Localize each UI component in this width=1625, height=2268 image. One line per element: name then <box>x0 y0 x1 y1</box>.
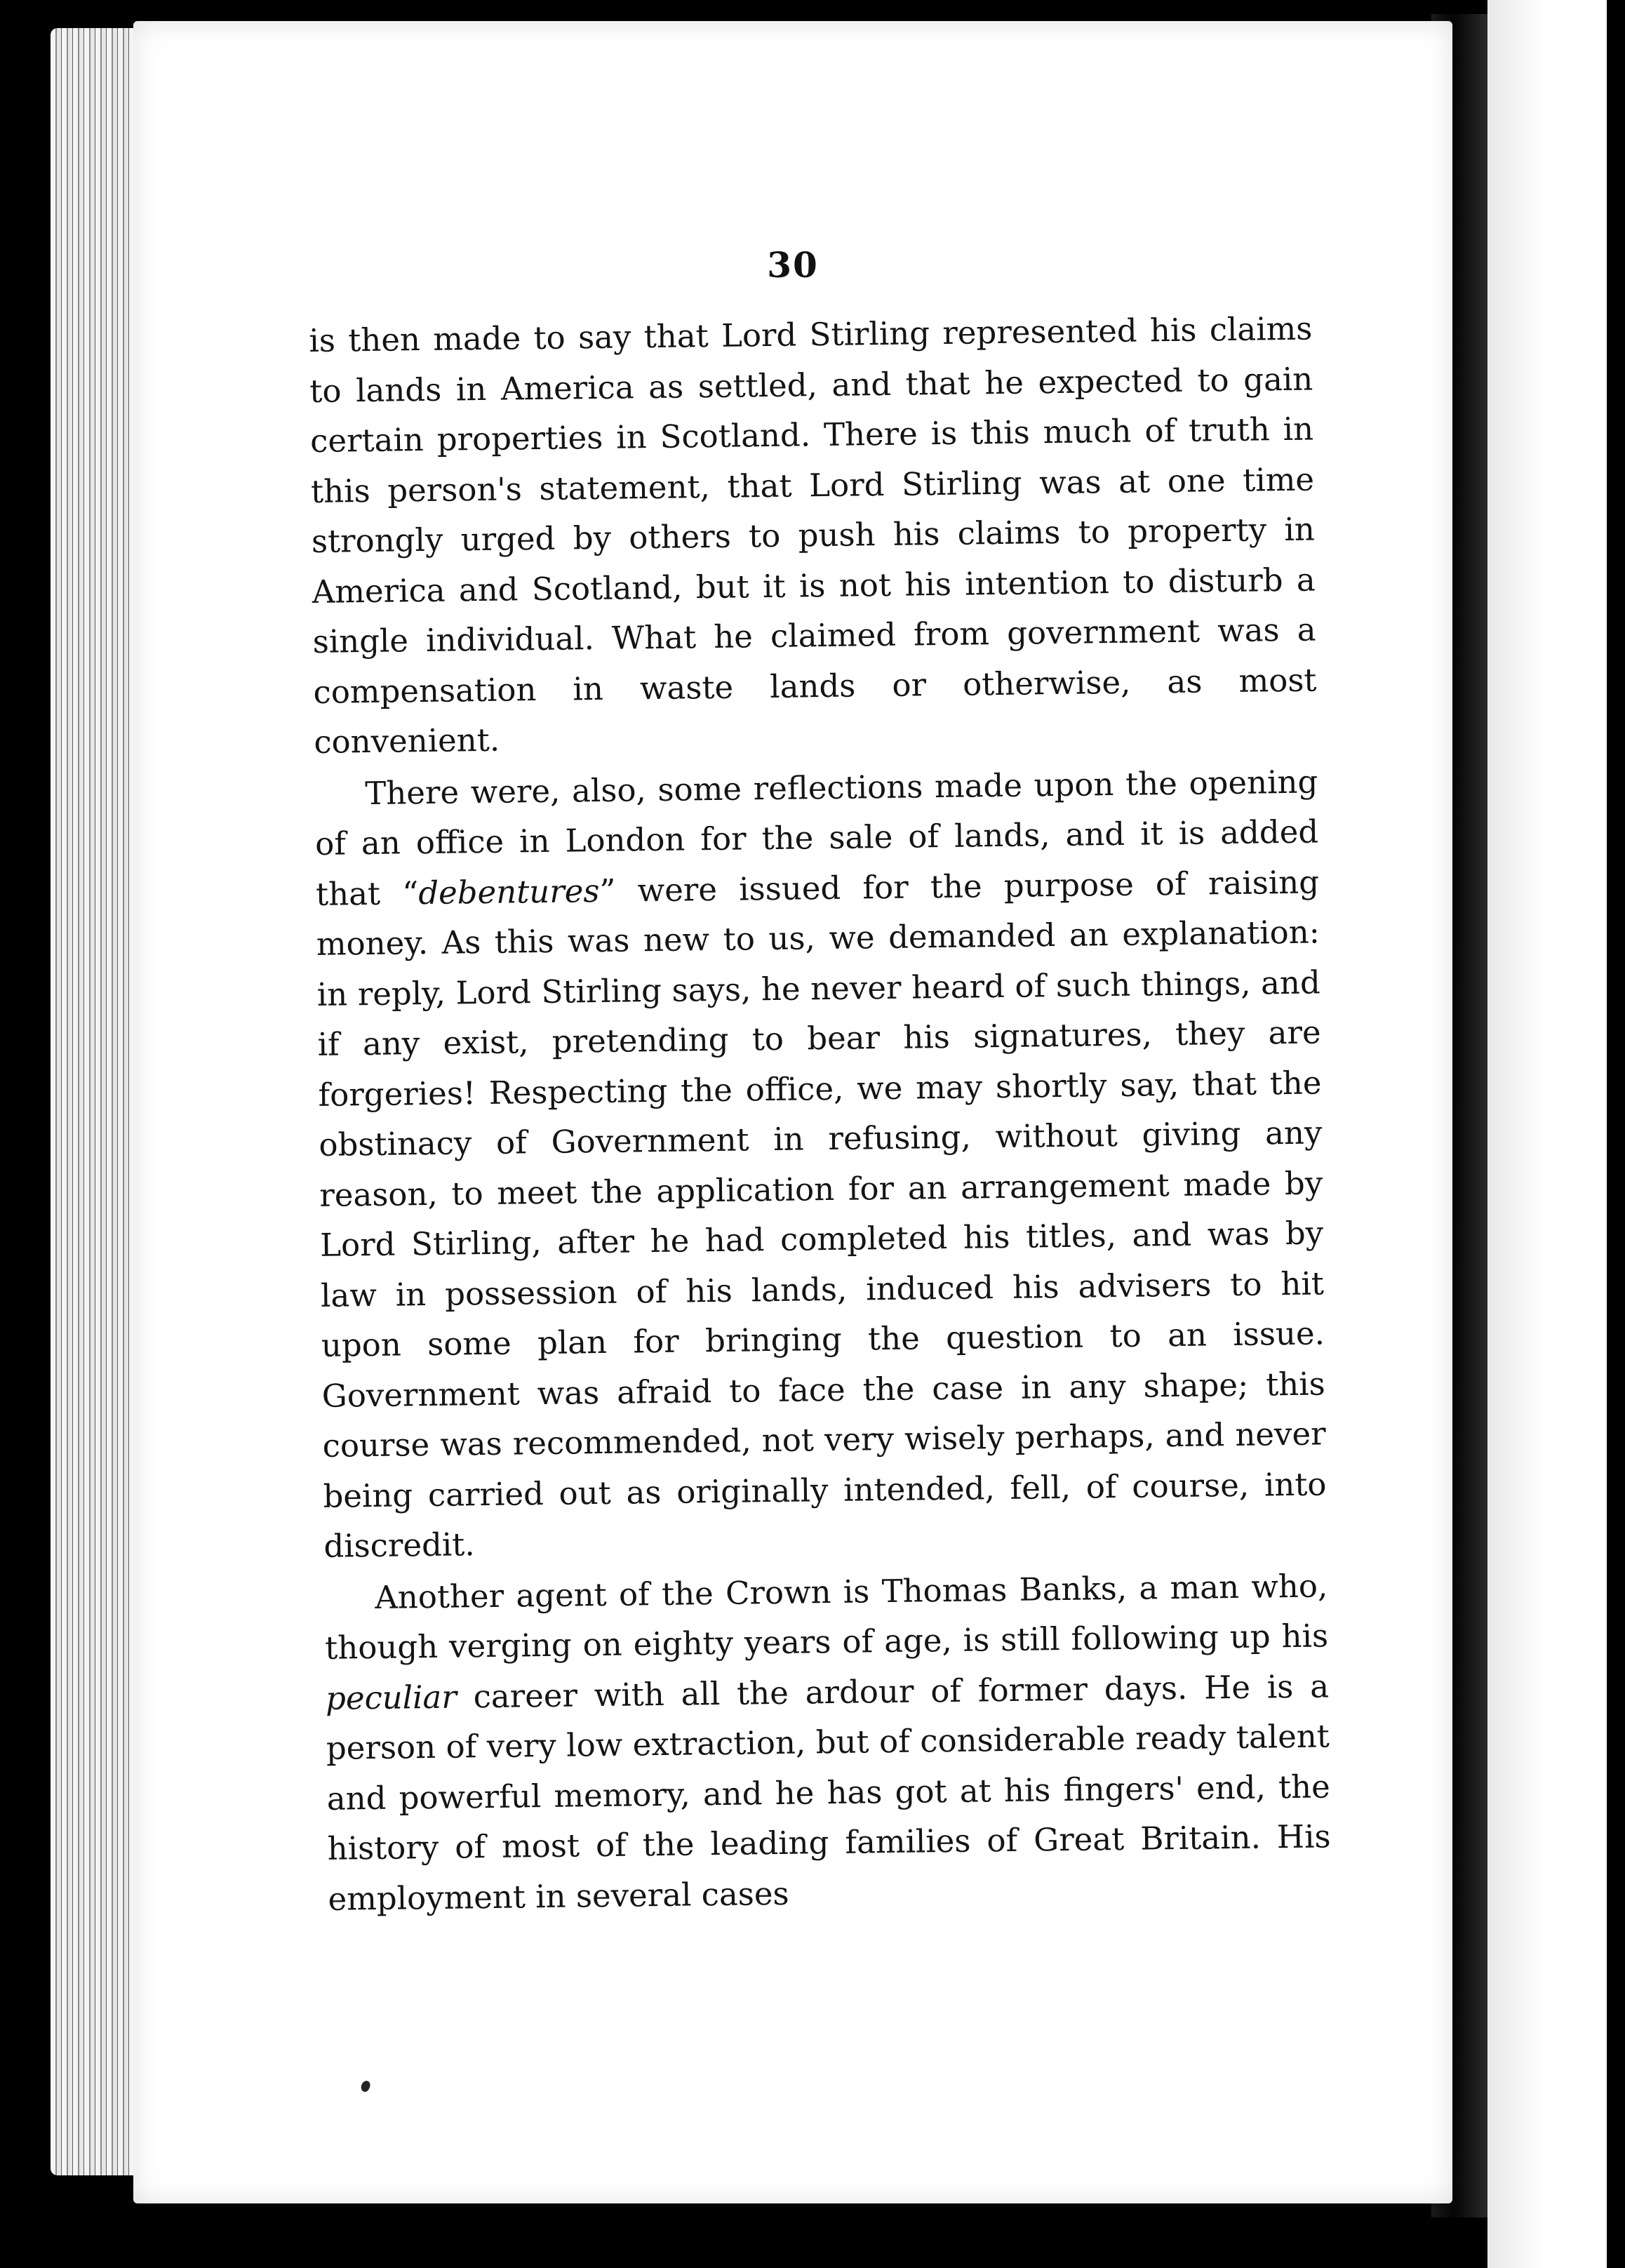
italic-text: debentures <box>417 872 600 912</box>
page-number: 30 <box>767 244 819 286</box>
paragraph-text: ” were issued for the purpose of raising money. As this was new to us, we demanded an explanation: in reply, Lord Stirling says, he never heard of such things, and if any exist, pretending to bear his signatures, they are forgeries! Respecting the office, we may shortly say, that the obstinacy of Government in refusing, without giving any reason, to meet the application for an arrangement made by Lord Stirling, after he had completed his titles, and was by law in possession of his lands, induced his advisers to hit upon some plan for bringing the question to an issue. Government was afraid to face the case in any shape; this course was recommended, not very wisely perhaps, and never being carried out as originally intended, fell, of course, into discredit. <box>316 862 1327 1565</box>
facing-page-edge <box>1487 0 1625 2268</box>
paragraph <box>324 1561 1332 1924</box>
italic-text: peculiar <box>325 1678 457 1717</box>
paragraph <box>309 304 1318 768</box>
paragraph-text: is then made to say that Lord Stirling represented his claims to lands in America as settled, and that he expected to gain certain properties in Scotland. There is this much of truth in this person's statement, that Lord Stirling was at one time strongly urged by others to push his claims to property in America and Scotland, but it is not his intention to disturb a single individual. What he claimed from government was a compensation in waste lands or otherwise, as most convenient. <box>309 309 1317 761</box>
paragraph <box>314 756 1328 1571</box>
paragraph-text: Another agent of the Crown is Thomas Banks, a man who, though verging on eighty years of age, is still following up his <box>324 1566 1329 1667</box>
book-page <box>133 21 1452 2203</box>
body-text <box>309 304 1332 1924</box>
paragraph-text: career with all the ardour of former days. He is a person of very low extraction, but of considerable ready talent and powerful memory, and he has got at his fingers' end, the history of most of the leading families of Great Britain. His employment in several cases <box>326 1667 1331 1918</box>
paragraph-text: There were, also, some reflections made upon the opening of an office in London for the sale of lands, and it is added that “ <box>314 762 1319 913</box>
scan-frame-right <box>1607 0 1625 2268</box>
